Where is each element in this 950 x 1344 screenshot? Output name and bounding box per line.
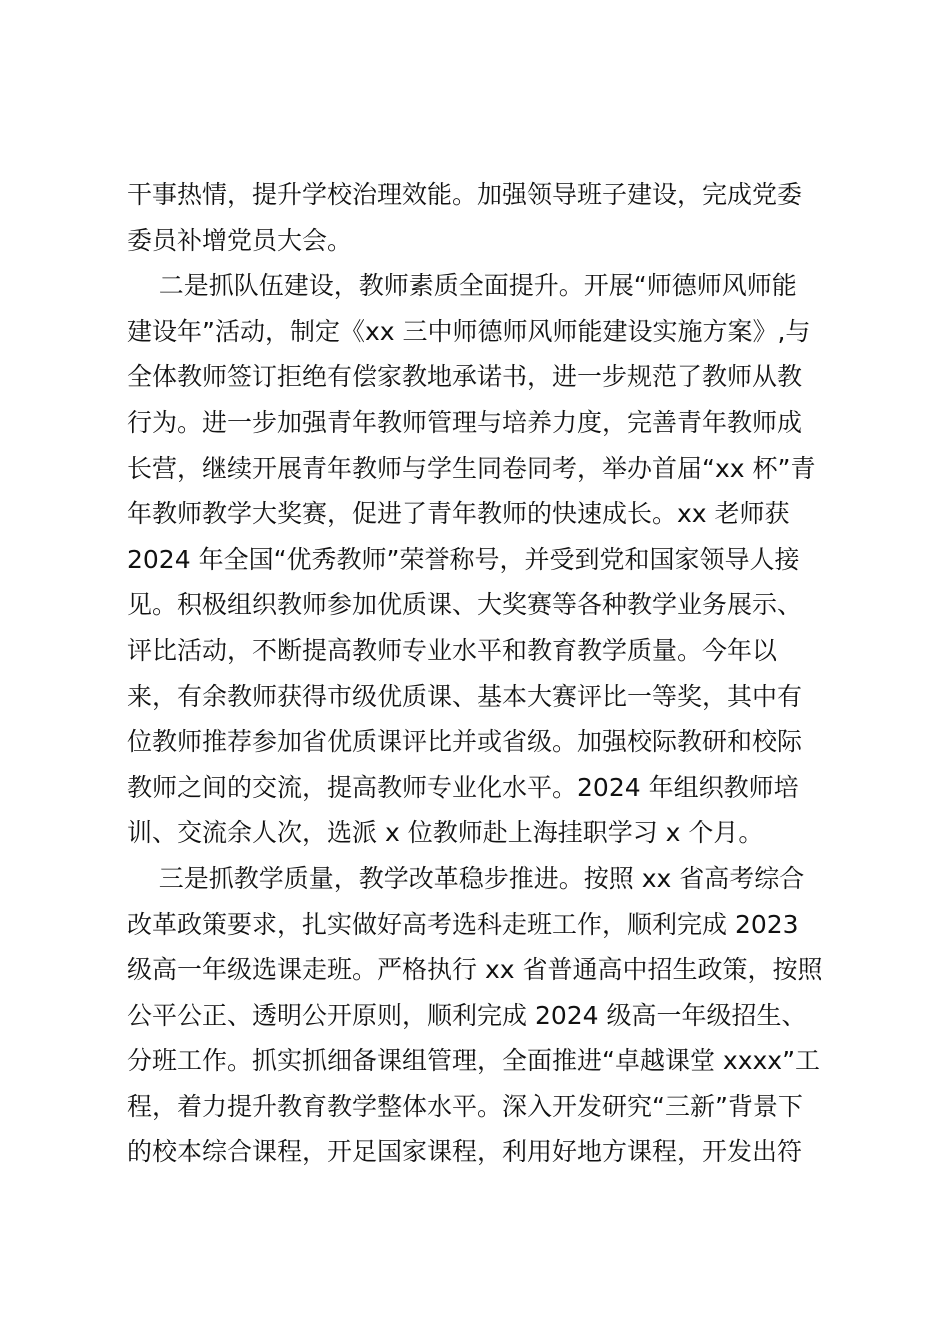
text-line: 2024 年全国“优秀教师”荣誉称号，并受到党和国家领导人接 (127, 544, 800, 574)
text-line: 公平公正、透明公开原则，顺利完成 2024 级高一年级招生、 (127, 1000, 807, 1030)
paragraph-start-line: 三是抓教学质量，教学改革稳步推进。按照 xx 省高考综合 (127, 863, 805, 893)
text-line: 的校本综合课程，开足国家课程，利用好地方课程，开发出符 (127, 1137, 803, 1167)
text-line: 委员补增党员大会。 (127, 225, 353, 255)
text-line: 全体教师签订拒绝有偿家教地承诺书，进一步规范了教师从教 (127, 362, 803, 392)
text-line: 位教师推荐参加省优质课评比并或省级。加强校际教研和校际 (127, 727, 803, 757)
text-line: 长营，继续开展青年教师与学生同卷同考，举办首届“xx 杯”青 (127, 453, 816, 483)
text-line: 建设年”活动，制定《xx 三中师德师风师能建设实施方案》,与 (127, 316, 811, 346)
text-line: 教师之间的交流，提高教师专业化水平。2024 年组织教师培 (127, 772, 799, 802)
text-line: 评比活动，不断提高教师专业水平和教育教学质量。今年以 (127, 635, 778, 665)
text-line: 年教师教学大奖赛，促进了青年教师的快速成长。xx 老师获 (127, 499, 790, 529)
text-line: 程，着力提升教育教学整体水平。深入开发研究“三新”背景下 (127, 1091, 803, 1121)
text-line: 级高一年级选课走班。严格执行 xx 省普通高中招生政策，按照 (127, 955, 823, 985)
text-line: 干事热情，提升学校治理效能。加强领导班子建设，完成党委 (127, 180, 803, 209)
body-text (127, 172, 843, 1175)
text-line: 分班工作。抓实抓细备课组管理，全面推进“卓越课堂 xxxx”工 (127, 1046, 821, 1076)
text-line: 改革政策要求，扎实做好高考选科走班工作，顺利完成 2023 (127, 909, 799, 939)
text-line: 来，有余教师获得市级优质课、基本大赛评比一等奖，其中有 (127, 681, 803, 711)
text-line: 训、交流余人次，选派 x 位教师赴上海挂职学习 x 个月。 (127, 818, 764, 848)
text-line: 见。积极组织教师参加优质课、大奖赛等各种教学业务展示、 (127, 590, 803, 620)
text-line: 行为。进一步加强青年教师管理与培养力度，完善青年教师成 (127, 407, 803, 437)
paragraph-start-line: 二是抓队伍建设，教师素质全面提升。开展“师德师风师能 (127, 271, 797, 301)
